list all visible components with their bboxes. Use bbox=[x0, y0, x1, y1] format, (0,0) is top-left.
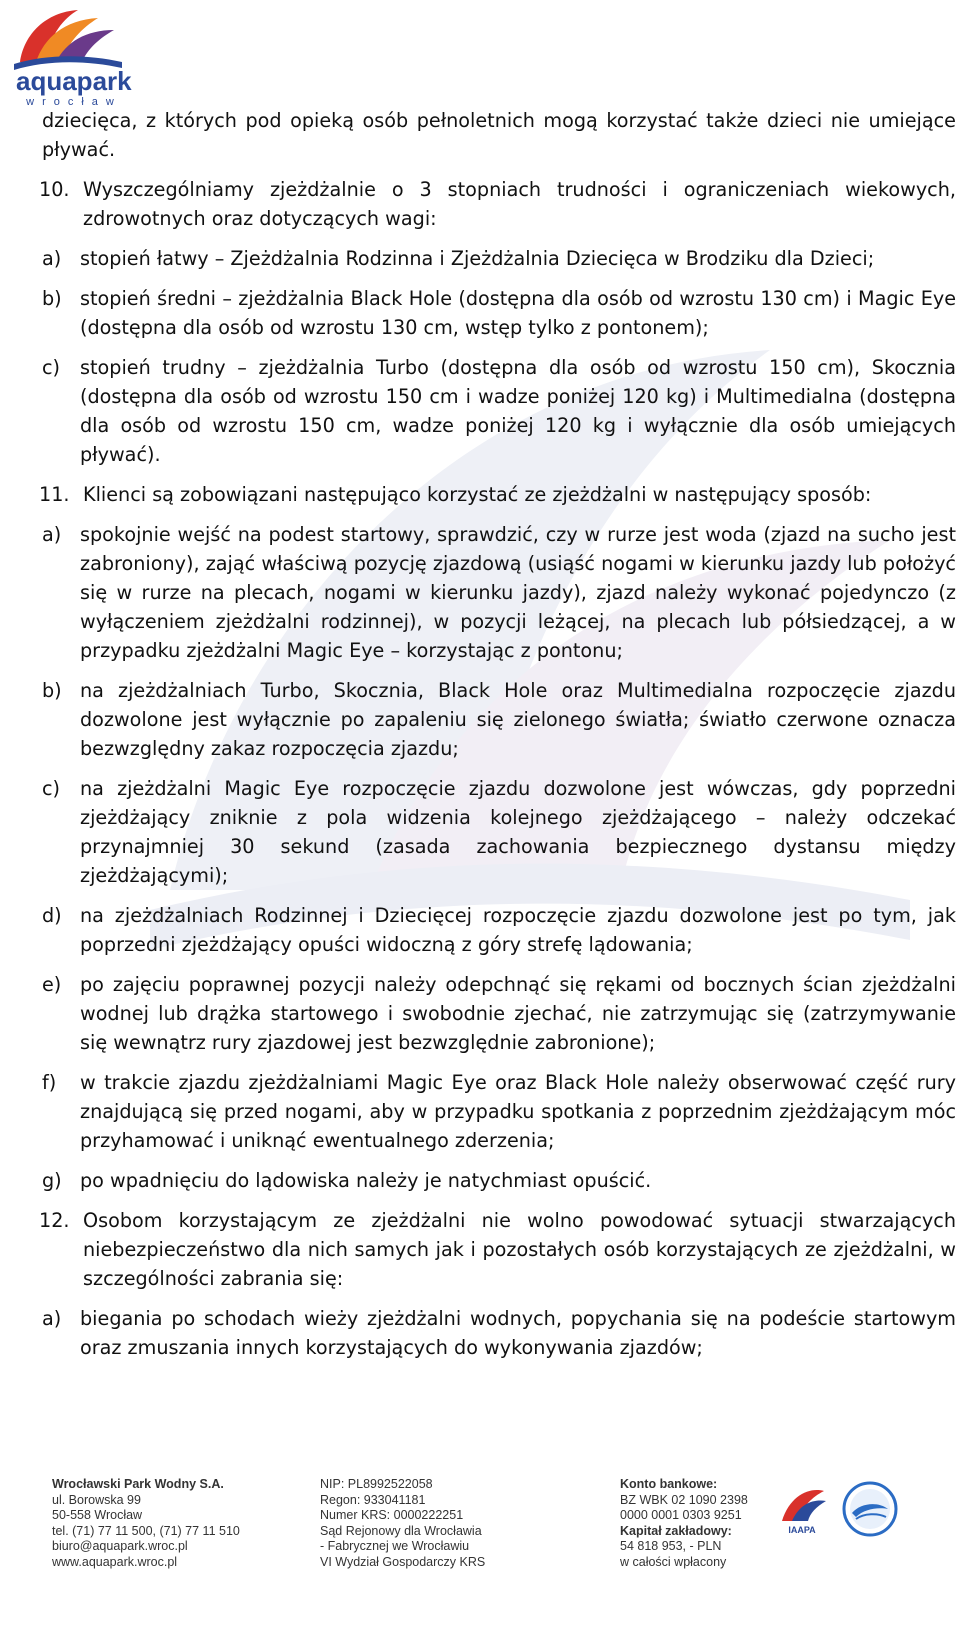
logo-wordmark: aquapark bbox=[16, 66, 132, 96]
subitem-text: stopień średni – zjeżdżalnia Black Hole (dostępna dla osób od wzrostu 130 cm) i Magic Eye (dostępna dla osób od wzrostu 130 cm, wstęp tylko z pontonem); bbox=[80, 287, 956, 339]
subitem-11f bbox=[42, 1068, 956, 1155]
subitem-10c bbox=[42, 353, 956, 469]
footer-capital-value: 54 818 953, - PLN bbox=[620, 1539, 722, 1554]
footer-registry-column bbox=[320, 1477, 485, 1571]
footer-company-column bbox=[52, 1477, 240, 1571]
subitem-11e bbox=[42, 970, 956, 1057]
iaapa-badge-icon bbox=[776, 1481, 828, 1537]
subitem-letter: e) bbox=[42, 973, 62, 996]
footer-court: Sąd Rejonowy dla Wrocławia bbox=[320, 1523, 482, 1538]
subitem-letter: a) bbox=[42, 523, 62, 546]
subitem-10a bbox=[42, 244, 956, 273]
subitem-letter: b) bbox=[42, 287, 62, 310]
page-footer bbox=[52, 1477, 922, 1647]
subitem-12a bbox=[42, 1304, 956, 1362]
aquapark-wave-icon bbox=[6, 4, 126, 74]
subitem-text: na zjeżdżalni Magic Eye rozpoczęcie zjazdu dozwolone jest wówczas, gdy poprzedni zjeżdżający zniknie z pola widzenia kolejnego zjeżdżającego – należy odczekać przynajmniej 30 sekund (zasada zachowania bezpiecznego dystansu między zjeżdżającymi); bbox=[80, 777, 956, 887]
footer-phone: tel. (71) 77 11 500, (71) 77 11 510 bbox=[52, 1523, 240, 1538]
subitem-11c bbox=[42, 774, 956, 890]
association-badge-icon bbox=[830, 1479, 908, 1539]
footer-street: ul. Borowska 99 bbox=[52, 1492, 141, 1507]
footer-court-2: - Fabrycznej we Wrocławiu bbox=[320, 1539, 470, 1554]
footer-capital-label: Kapitał zakładowy: bbox=[620, 1523, 732, 1538]
subitem-letter: a) bbox=[42, 247, 62, 270]
subitem-letter: a) bbox=[42, 1307, 62, 1330]
subitem-11a bbox=[42, 520, 956, 665]
footer-regon: Regon: 933041181 bbox=[320, 1492, 426, 1507]
subitem-10b bbox=[42, 284, 956, 342]
footer-court-3: VI Wydział Gospodarczy KRS bbox=[320, 1554, 486, 1569]
aquapark-logo bbox=[6, 4, 132, 109]
intro-paragraph: dziecięca, z których pod opieką osób pełnoletnich mogą korzystać także dzieci nie umiejące pływać. bbox=[42, 109, 956, 161]
subitem-text: w trakcie zjazdu zjeżdżalniami Magic Eye oraz Black Hole należy obserwować część rury znajdującą się przed nogami, aby w przypadku spotkania z poprzednim zjeżdżającym móc przyhamować i uniknąć ewentualnego zderzenia; bbox=[80, 1071, 956, 1152]
footer-bank-account-1: BZ WBK 02 1090 2398 bbox=[620, 1492, 748, 1507]
regulation-text bbox=[39, 106, 956, 1362]
item-number: 12. bbox=[39, 1209, 70, 1232]
item-text: Osobom korzystającym ze zjeżdżalni nie wolno powodować sytuacji stwarzających niebezpieczeństwo dla nich samych jak i pozostałych osób korzystających ze zjeżdżalni, w szczególności zabrania się: bbox=[83, 1209, 956, 1290]
footer-nip: NIP: PL8992522058 bbox=[320, 1477, 433, 1491]
item-text: Klienci są zobowiązani następująco korzystać ze zjeżdżalni w następujący sposób: bbox=[83, 483, 872, 506]
subitem-11d bbox=[42, 901, 956, 959]
subitem-text: po zajęciu poprawnej pozycji należy odepchnąć się rękami od bocznych ścian zjeżdżalni wodnej lub drążka startowego i swobodnie zjechać, nie zatrzymując się (zatrzymywanie się wewnątrz rury zjazdowej jest bezwzględnie zabronione); bbox=[80, 973, 956, 1054]
subitem-text: biegania po schodach wieży zjeżdżalni wodnych, popychania się na podeście startowym oraz zmuszania innych korzystających do wykonywania zjazdów; bbox=[80, 1307, 956, 1359]
regulation-item-11 bbox=[39, 480, 956, 509]
footer-bank-account-2: 0000 0001 0303 9251 bbox=[620, 1508, 742, 1523]
footer-website[interactable]: www.aquapark.wroc.pl bbox=[52, 1554, 178, 1569]
subitem-letter: c) bbox=[42, 777, 61, 800]
logo-city: wrocław bbox=[26, 96, 122, 108]
subitem-letter: b) bbox=[42, 679, 62, 702]
item-number: 11. bbox=[39, 483, 70, 506]
subitem-text: spokojnie wejść na podest startowy, sprawdzić, czy w rurze jest woda (zjazd na sucho jest zabroniony), zająć właściwą pozycję zjazdową (usiąść nogami w kierunku jazdy lub położyć się w rurze na plecach, nogami w kierunku jazdy), zjazd należy wykonać pojedynczo (z wyłączeniem zjeżdżalni rodzinnej), w pozycji leżącej, na plecach lub półsiedzącej, a w przypadku zjeżdżalni Magic Eye – korzystając z pontonu; bbox=[80, 523, 956, 662]
subitem-11b bbox=[42, 676, 956, 763]
item-number: 10. bbox=[39, 178, 70, 201]
subitem-text: stopień trudny – zjeżdżalnia Turbo (dostępna dla osób od wzrostu 150 cm), Skocznia (dostępna dla osób od wzrostu 150 cm i wadze poniżej 120 kg) i Multimedialna (dostępna dla osób od wzrostu 150 cm, wadze poniżej 120 kg i wyłącznie dla osób umiejących pływać). bbox=[80, 356, 956, 466]
footer-email[interactable]: biuro@aquapark.wroc.pl bbox=[52, 1539, 188, 1554]
regulation-item-10 bbox=[39, 175, 956, 233]
footer-krs: Numer KRS: 0000222251 bbox=[320, 1508, 464, 1523]
subitem-letter: f) bbox=[42, 1071, 57, 1094]
subitem-text: na zjeżdżalniach Turbo, Skocznia, Black Hole oraz Multimedialna rozpoczęcie zjazdu dozwolone jest wyłącznie po zapaleniu się zielonego światła; światło czerwone oznacza bezwzględny zakaz rozpoczęcia zjazdu; bbox=[80, 679, 956, 760]
item-text: Wyszczególniamy zjeżdżalnie o 3 stopniach trudności i ograniczeniach wiekowych, zdrowotnych oraz dotyczących wagi: bbox=[83, 178, 956, 230]
footer-bank-label: Konto bankowe: bbox=[620, 1477, 718, 1491]
footer-company-name: Wrocławski Park Wodny S.A. bbox=[52, 1477, 224, 1491]
subitem-11g bbox=[42, 1166, 956, 1195]
subitem-letter: c) bbox=[42, 356, 61, 379]
footer-bank-column bbox=[620, 1477, 748, 1571]
subitem-text: stopień łatwy – Zjeżdżalnia Rodzinna i Zjeżdżalnia Dziecięca w Brodziku dla Dzieci; bbox=[80, 247, 875, 270]
subitem-text: na zjeżdżalniach Rodzinnej i Dziecięcej rozpoczęcie zjazdu dozwolone jest po tym, jak poprzedni zjeżdżający opuści widoczną z góry strefę lądowania; bbox=[80, 904, 956, 956]
footer-capital-paid: w całości wpłacony bbox=[620, 1554, 727, 1569]
subitem-letter: g) bbox=[42, 1169, 62, 1192]
iaapa-label: IAAPA bbox=[788, 1525, 816, 1535]
subitem-text: po wpadnięciu do lądowiska należy je natychmiast opuścić. bbox=[80, 1169, 652, 1192]
footer-postal: 50-558 Wrocław bbox=[52, 1508, 143, 1523]
subitem-letter: d) bbox=[42, 904, 62, 927]
regulation-item-12 bbox=[39, 1206, 956, 1293]
